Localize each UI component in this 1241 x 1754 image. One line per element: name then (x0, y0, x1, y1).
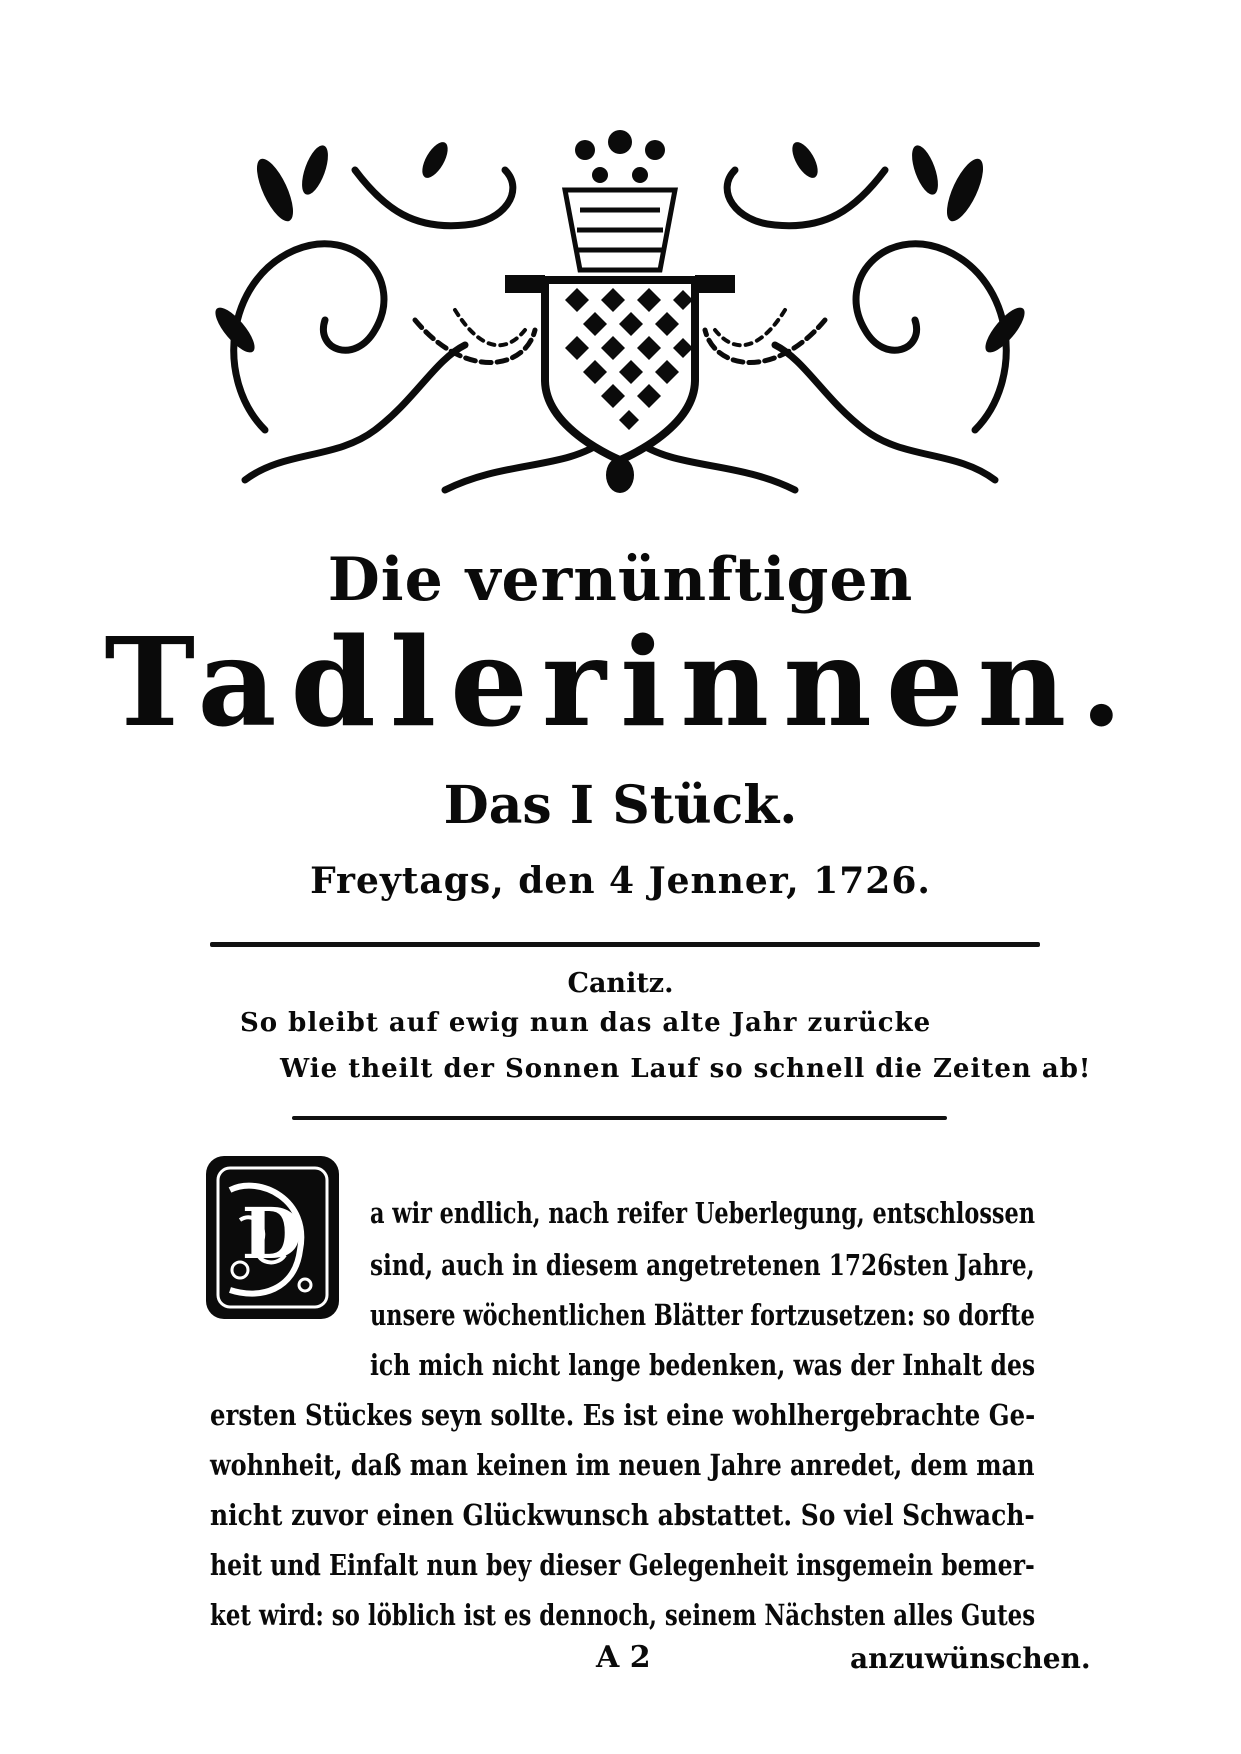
title-line-1: Die vernünftigen (327, 545, 914, 615)
body-line-7: nicht zuvor einen Glückwunsch abstattet. So viel Schwach- (210, 1498, 1035, 1532)
body-line-5: ersten Stückes seyn sollte. Es ist eine wohlhergebrachte Ge- (210, 1398, 1036, 1432)
body-line-9: ket wird: so löblich ist es dennoch, seinem Nächsten alles Gutes (210, 1598, 1036, 1632)
dateline: Freytags, den 4 Jenner, 1726. (310, 860, 931, 902)
epigraph-line-2: Wie theilt der Sonnen Lauf so schnell die Zeiten ab! (280, 1054, 1092, 1084)
divider-bottom (292, 1116, 947, 1120)
body-line-3: unsere wöchentlichen Blätter fortzusetzen: so dorfte (370, 1298, 1035, 1332)
epigraph-line-1: So bleibt auf ewig nun das alte Jahr zurücke (240, 1008, 932, 1038)
body-line-8: heit und Einfalt nun bey dieser Gelegenheit insgemein bemer- (210, 1548, 1035, 1582)
body-line-6: wohnheit, daß man keinen im neuen Jahre anredet, dem man (210, 1448, 1035, 1482)
issue-number: Das I Stück. (443, 775, 798, 836)
ornament-headpiece (205, 130, 1035, 500)
catchword: anzuwünschen. (850, 1642, 1091, 1675)
body-line-4: ich mich nicht lange bedenken, was der Inhalt des (370, 1348, 1036, 1382)
body-line-2: sind, auch in diesem angetretenen 1726sten Jahre, (370, 1248, 1035, 1282)
epigraph-author: Canitz. (567, 968, 674, 999)
signature-mark: A 2 (596, 1640, 651, 1675)
body-line-1: a wir endlich, nach reifer Ueberlegung, entschlossen (370, 1196, 1036, 1230)
title-line-2: Tadlerinnen. (104, 610, 1137, 754)
drop-cap-letter: D (241, 1192, 303, 1275)
divider-top (210, 942, 1040, 947)
drop-cap (200, 1150, 345, 1325)
